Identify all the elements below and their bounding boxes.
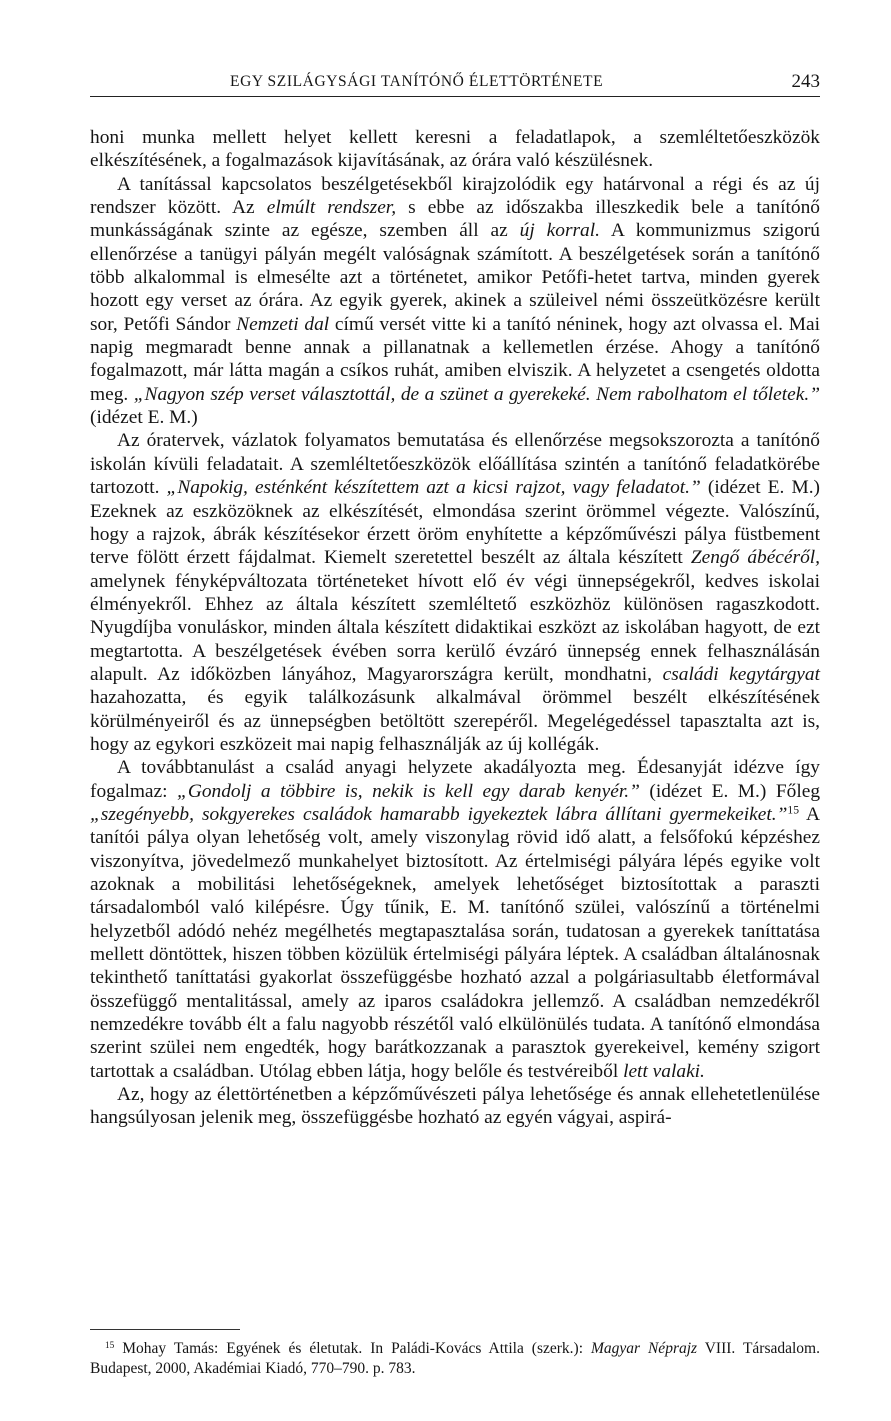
poem-title: Nemzeti dal — [236, 313, 330, 335]
footnote-number: 15 — [105, 1340, 115, 1351]
quotation: „Nagyon szép verset választottál, de a szünet a gyerekeké. Nem rabolhatom el tőletek.” — [133, 383, 820, 405]
italic-phrase: Magyar Néprajz — [590, 1340, 698, 1357]
quotation: „Gondolj a többire is, nekik is kell egy darab kenyér.” — [177, 780, 640, 802]
running-head: EGY SZILÁGYSÁGI TANÍTÓNŐ ÉLETTÖRTÉNETE — [230, 73, 604, 90]
italic-phrase: családi kegytárgyat — [662, 663, 820, 685]
paragraph-2: A tanítással kapcsolatos beszélgetésekből kirajzolódik egy határvonal a régi és az új rendszer között. Az elmúlt rendszer, s ebbe az időszakba illeszkedik bele a tanítónő munkásságának szinte az egésze, szemben áll az új korral. A kommunizmus szigorú ellenőrzése a tanügyi pályán megélt valóságnak számított. A beszélgetések során a tanítónő több alkalommal is elmesélte azt a történetet, amikor Petőfi-hetet tartva, minden gyerek hozott egy verset az órára. Az egyik gyerek, akinek a szüleivel némi összeütközésre került sor, Petőfi Sándor Nemzeti dal című versét vitte ki a tanító néninek, hogy azt olvassa el. Mai napig megmaradt benne annak a pillanatnak a kellemetlen érzése. Ahogy a tanítónő fogalmazott, már látta magán a csíkos ruhát, amiben elviszik. A helyzetet a csengetés oldotta meg. „Nagyon szép verset választottál, de a szünet a gyerekeké. Nem rabolhatom el tőletek.” (idézet E. M.) — [90, 173, 820, 429]
paragraph-4: A továbbtanulást a család anyagi helyzete akadályozta meg. Édesanyját idézve így fogalmaz: „Gondolj a többire is, nekik is kell egy darab kenyér.” (idézet E. M.) Főleg „szegényebb, sokgyerekes családok hamarabb igyekeztek lábra állítani gyermekeiket.”$^{15}$ A tanítói pálya olyan lehetőség volt, amely viszonylag rövid idő alatt, a felsőfokú képzéshez viszonyítva, jövedelmező munkahelyet biztosított. Az értelmiségi pályára lépés egyike volt azoknak a mobilitási lehetőségeknek, amelyek lehetőséget biztosítottak a paraszti társadalomból való kilépésre. Úgy tűnik, E. M. tanítónő szülei, valószínű a történelmi helyzetből adódó nehéz megélhetés megtapasztalása során, tudatosan a gyerekek taníttatása mellett döntöttek, hiszen többen közülük értelmiségi pályára léptek. A családban általánosnak tekinthető taníttatási gyakorlat összefüggésbe hozható azzal a polgáriasultabb életformával összefüggő mentalitással, amely az iparos családokra jellemző. A családban nemzedékről nemzedékre tovább élt a falu nagyobb részétől való elkülönülés tudata. A tanítónő elmondása szerint szülei nem engedték, hogy barátkozzanak a parasztok gyerekeivel, kemény szigort tartottak a családban. Utólag ebben látja, hogy belőle és testvéreiből lett valaki. — [90, 757, 821, 1082]
italic-phrase: elmúlt rendszer, — [266, 197, 397, 219]
footnote: $^{15}$ Mohay Tamás: Egyének és életutak. In Paládi-Kovács Attila (szerk.): Magyar Néprajz VIII. Társadalom. Budapest, 2000, Akadémiai Kiadó, 770–790. p. 783. — [90, 1340, 820, 1377]
paragraph-1: honi munka mellett helyet kellett keresni a feladatlapok, a szemléltetőeszközök elkészítésének, a fogalmazások kijavításának, az órára való készülésnek. — [90, 127, 820, 172]
quotation: „Napokig, esténként készítettem azt a kicsi rajzot, vagy feladatot.” — [166, 477, 701, 499]
paragraph-3: Az óratervek, vázlatok folyamatos bemutatása és ellenőrzése megsokszorozta a tanítónő iskolán kívüli feladatait. A szemléltetőeszközök előállítása szintén a tanítónő feladatkörébe tartozott. „Napokig, esténként készítettem azt a kicsi rajzot, vagy feladatot.” (idézet E. M.) Ezeknek az eszközöknek az elkészítését, elmondása szerint örömmel végezte. Valószínű, hogy a rajzok, ábrák készítésekor érzett öröm enyhítette a képzőművészi pálya füstbement terve fölött érzett fájdalmat. Kiemelt szeretettel beszélt az általa készített Zengő ábécéről, amelynek fényképváltozata történeteket hívott elő év végi ünnepségekről, kedves iskolai élményekről. Ehhez az általa készített szemléltető eszközhöz különösen ragaszkodott. Nyugdíjba vonuláskor, minden általa készített didaktikai eszközt az iskolában hagyott, de ezt megtartotta. A beszélgetések évében sorra kerülő évzáró ünnepség ennek felhasználásán alapult. Az időközben lányához, Magyarországra került, mondhatni, családi kegytárgyat hazahozatta, és egyik találkozásunk alkalmával örömmel beszélt elkészítésének körülményeiről és az ünnepségben betöltött szerepéről. Megelégedéssel tapasztalta azt is, hogy az egykori eszközeit mai napig felhasználják az új kollégák. — [90, 430, 820, 755]
italic-phrase: Zengő ábécéről, — [690, 547, 820, 569]
body-text — [90, 126, 820, 1130]
footnote-divider — [90, 1329, 240, 1330]
paragraph-5: Az, hogy az élettörténetben a képzőművészeti pálya lehetősége és annak ellehetetlenülése hangsúlyosan jelenik meg, összefüggésbe hozható az egyén vágyai, aspirá- — [90, 1084, 820, 1129]
italic-phrase: új korral. — [519, 220, 600, 242]
quotation: „szegényebb, sokgyerekes családok hamarabb igyekeztek lábra állítani gyermekeiket.” — [90, 803, 788, 825]
page-header — [90, 70, 820, 97]
italic-phrase: lett valaki. — [623, 1060, 705, 1082]
page-number: 243 — [791, 71, 820, 92]
footnote-ref[interactable]: 15 — [787, 803, 800, 817]
